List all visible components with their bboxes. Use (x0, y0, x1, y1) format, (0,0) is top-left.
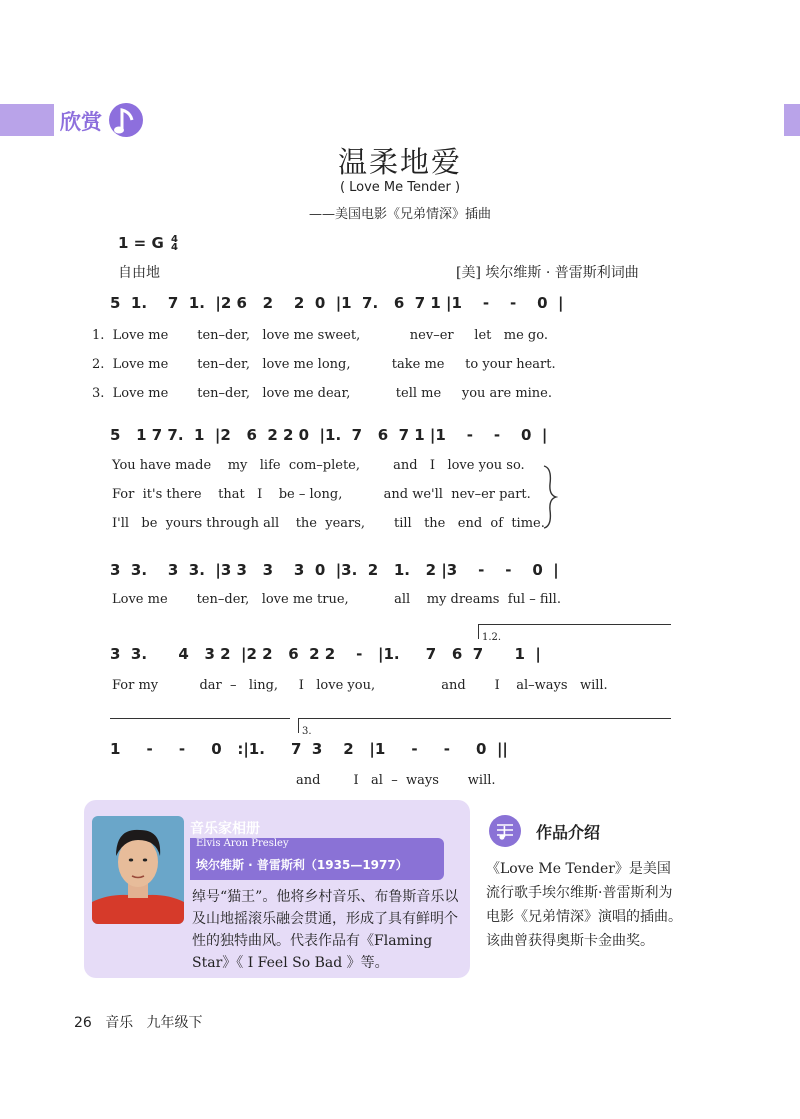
lyric-line-4: For my dar – ling, I love you, and I al–ways will. (112, 678, 608, 693)
score-line-2: 5 1 7 7. 1 |2 6 2 2 0 |1. 7 6 7 1 |1 - - 0 | (110, 426, 548, 444)
musician-name-en: Elvis Aron Presley (196, 838, 289, 849)
musician-photo (92, 816, 184, 924)
volta-label-3: 3. (302, 726, 312, 737)
score-line-5: 1 - - 0 :|1. 7 3 2 |1 - - 0 || (110, 740, 508, 758)
lyric-line-2-2: For it's there that I be – long, and we'll nev–er part. (112, 487, 531, 502)
music-note-icon (102, 98, 148, 140)
volta-label-1-2: 1.2. (482, 632, 502, 643)
volta-bracket-1-2 (478, 624, 671, 643)
score-line-3: 3 3. 3 3. |3 3 3 3 0 |3. 2 1. 2 |3 - - 0 | (110, 561, 559, 579)
page-footer (74, 1012, 203, 1032)
volta-bracket-continuation (110, 718, 290, 719)
lyric-line-3: Love me ten–der, love me true, all my dreams ful – fill. (112, 592, 561, 607)
brace-icon (542, 464, 558, 530)
time-signature (171, 233, 178, 253)
lyric-line-2-1: You have made my life com–plete, and I love you so. (112, 458, 525, 473)
section-label: 欣赏 (60, 110, 102, 134)
time-sig-top: 4 (171, 233, 178, 245)
lyric-line-1-3: 3. Love me ten–der, love me dear, tell me you are mine. (92, 386, 553, 401)
key-signature (118, 234, 178, 252)
musician-card-heading: 音乐家相册 (190, 821, 260, 837)
lyric-line-1-2: 2. Love me ten–der, love me long, take me to your heart. (92, 357, 556, 372)
song-source: ——美国电影《兄弟情深》插曲 (308, 207, 491, 222)
song-title: 温柔地爱 (337, 145, 462, 179)
score-sheet-icon (488, 814, 522, 848)
section-tab-left (0, 104, 54, 136)
composer-credit: [美] 埃尔维斯 · 普雷斯利词曲 (456, 265, 639, 281)
time-sig-bottom: 4 (171, 241, 178, 253)
intro-body: 《Love Me Tender》是美国流行歌手埃尔维斯·普雷斯利为电影《兄弟情深》演唱的插曲。该曲曾获得奥斯卡金曲奖。 (486, 861, 682, 949)
musician-name-cn: 埃尔维斯 · 普雷斯利（1935—1977） (196, 858, 408, 872)
score-line-1: 5 1. 7 1. |2 6 2 2 0 |1 7. 6 7 1 |1 - - 0 | (110, 294, 564, 312)
song-subtitle: ( Love Me Tender ) (339, 180, 461, 195)
section-tab-right (784, 104, 800, 136)
book-title: 音乐 (105, 1015, 134, 1031)
lyric-line-2-3: I'll be yours through all the years, till the end of time. (112, 516, 545, 531)
intro-title: 作品介绍 (536, 823, 601, 842)
lyric-line-1-1: 1. Love me ten–der, love me sweet, nev–er let me go. (92, 328, 548, 343)
lyric-line-5: and I al – ways will. (296, 773, 496, 788)
score-line-4: 3 3. 4 3 2 |2 2 6 2 2 - |1. 7 6 7 1 | (110, 645, 541, 663)
volta-bracket-3 (298, 718, 671, 737)
grade-label: 九年级下 (146, 1015, 203, 1031)
key-value: 1 = G (118, 234, 164, 252)
tempo-marking: 自由地 (118, 265, 160, 281)
page-number: 26 (74, 1015, 92, 1031)
musician-bio: 绰号“猫王”。他将乡村音乐、布鲁斯音乐以及山地摇滚乐融会贯通，形成了具有鲜明个性的独特曲风。代表作品有《Flaming Star》《 I Feel So Bad 》等。 (192, 889, 459, 971)
